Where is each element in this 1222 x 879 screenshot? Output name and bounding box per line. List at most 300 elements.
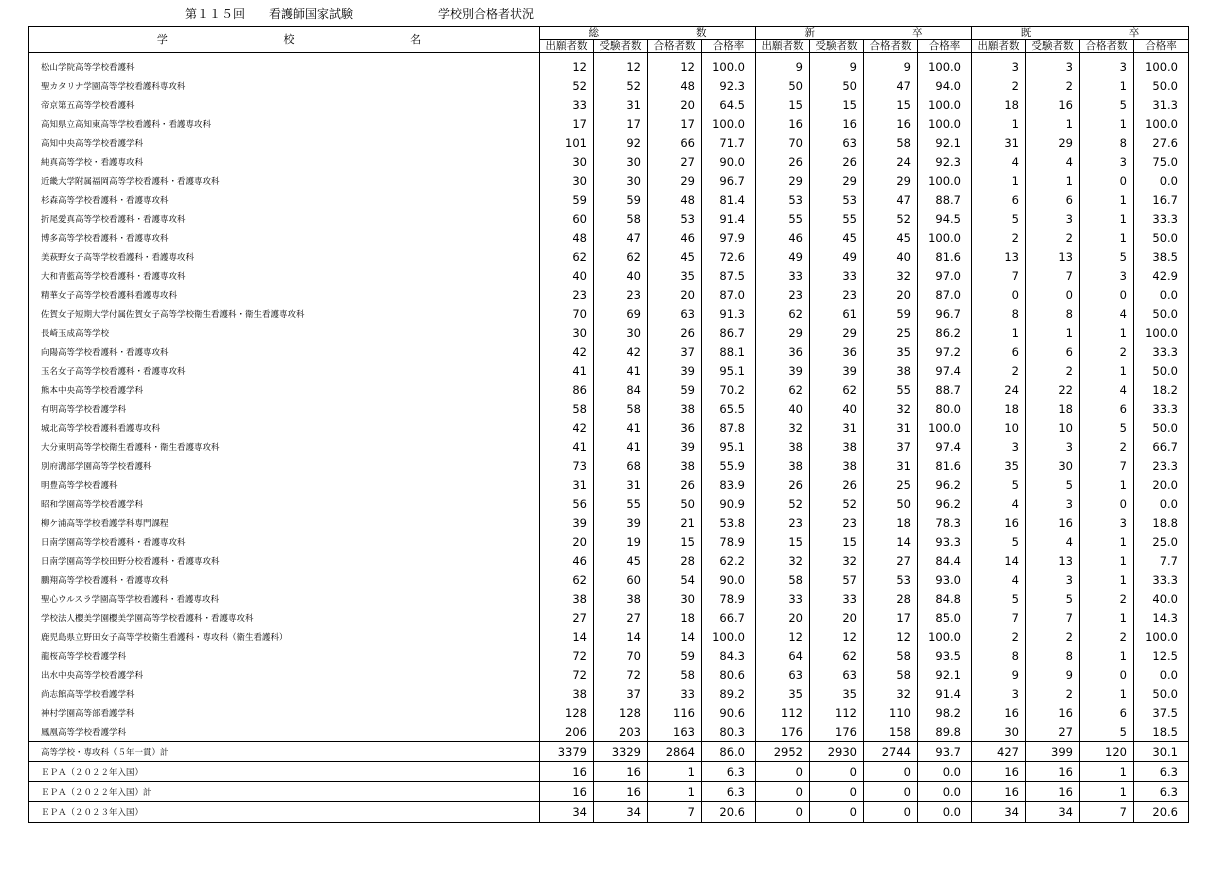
cell-applicants: 30: [540, 171, 594, 190]
cell-applicants: 30: [972, 722, 1026, 742]
cell-examinees: 39: [594, 513, 648, 532]
cell-pass-rate: 16.7: [1134, 190, 1189, 209]
cell-examinees: 399: [1026, 742, 1080, 762]
cell-pass-rate: 78.9: [702, 589, 756, 608]
col-examinees: 受験者数: [1026, 40, 1080, 53]
cell-examinees: 128: [594, 703, 648, 722]
cell-applicants: 16: [972, 782, 1026, 802]
school-header-char: 名: [410, 32, 422, 46]
school-name-cell: 佐賀女子短期大学付属佐賀女子高等学校衛生看護科・衛生看護専攻科: [29, 304, 540, 323]
cell-passers: 110: [864, 703, 918, 722]
table-row: [29, 665, 1189, 684]
cell-applicants: 72: [540, 665, 594, 684]
table-row: [29, 114, 1189, 133]
group-header-char: 総: [588, 27, 599, 39]
cell-passers: 17: [648, 114, 702, 133]
cell-applicants: 0: [756, 762, 810, 782]
cell-examinees: 84: [594, 380, 648, 399]
cell-examinees: 40: [810, 399, 864, 418]
cell-applicants: 6: [972, 342, 1026, 361]
cell-applicants: 50: [756, 76, 810, 95]
cell-pass-rate: 33.3: [1134, 399, 1189, 418]
cell-passers: 39: [648, 361, 702, 380]
cell-pass-rate: 0.0: [1134, 171, 1189, 190]
cell-passers: 2: [1080, 589, 1134, 608]
cell-pass-rate: 84.4: [918, 551, 972, 570]
cell-applicants: 64: [756, 646, 810, 665]
cell-passers: 1: [1080, 209, 1134, 228]
cell-pass-rate: 78.3: [918, 513, 972, 532]
cell-pass-rate: 87.8: [702, 418, 756, 437]
school-name-cell: 城北高等学校看護科看護専攻科: [29, 418, 540, 437]
cell-examinees: 32: [810, 551, 864, 570]
cell-pass-rate: 81.6: [918, 247, 972, 266]
cell-applicants: 23: [756, 285, 810, 304]
col-passers: 合格者数: [864, 40, 918, 53]
school-name-cell: 博多高等学校看護科・看護専攻科: [29, 228, 540, 247]
cell-pass-rate: 98.2: [918, 703, 972, 722]
cell-pass-rate: 97.4: [918, 361, 972, 380]
table-row: [29, 475, 1189, 494]
table-row: [29, 342, 1189, 361]
school-name-cell: ＥＰＡ（２０２２年入国）: [29, 762, 540, 782]
cell-examinees: 53: [810, 190, 864, 209]
school-name-cell: 別府溝部学園高等学校看護科: [29, 456, 540, 475]
cell-pass-rate: 84.3: [702, 646, 756, 665]
school-name-cell: 鹿児島県立野田女子高等学校衛生看護科・専攻科（衛生看護科）: [29, 627, 540, 646]
cell-pass-rate: 50.0: [1134, 228, 1189, 247]
cell-examinees: 72: [594, 665, 648, 684]
table-row: [29, 684, 1189, 703]
cell-applicants: 48: [540, 228, 594, 247]
group-header-total: [540, 27, 756, 40]
cell-examinees: 26: [810, 152, 864, 171]
cell-pass-rate: 91.4: [702, 209, 756, 228]
cell-applicants: 16: [972, 703, 1026, 722]
cell-passers: 35: [648, 266, 702, 285]
cell-passers: 37: [648, 342, 702, 361]
cell-applicants: 1: [972, 323, 1026, 342]
cell-applicants: 40: [756, 399, 810, 418]
cell-pass-rate: 85.0: [918, 608, 972, 627]
cell-pass-rate: 100.0: [918, 53, 972, 77]
cell-passers: 54: [648, 570, 702, 589]
table-row: [29, 171, 1189, 190]
cell-applicants: 16: [540, 782, 594, 802]
col-pass-rate: 合格率: [1134, 40, 1189, 53]
cell-applicants: 39: [756, 361, 810, 380]
cell-examinees: 2: [1026, 76, 1080, 95]
cell-passers: 1: [1080, 361, 1134, 380]
cell-pass-rate: 18.5: [1134, 722, 1189, 742]
cell-passers: 2: [1080, 342, 1134, 361]
cell-passers: 59: [648, 380, 702, 399]
cell-examinees: 57: [810, 570, 864, 589]
cell-applicants: 3379: [540, 742, 594, 762]
cell-pass-rate: 64.5: [702, 95, 756, 114]
cell-passers: 16: [864, 114, 918, 133]
cell-passers: 1: [1080, 76, 1134, 95]
cell-examinees: 22: [1026, 380, 1080, 399]
cell-applicants: 30: [540, 152, 594, 171]
cell-examinees: 40: [594, 266, 648, 285]
cell-pass-rate: 100.0: [1134, 323, 1189, 342]
school-name-cell: 高知県立高知東高等学校看護科・看護専攻科: [29, 114, 540, 133]
cell-applicants: 42: [540, 418, 594, 437]
cell-applicants: 38: [540, 589, 594, 608]
cell-passers: 120: [1080, 742, 1134, 762]
cell-pass-rate: 0.0: [1134, 494, 1189, 513]
cell-passers: 47: [864, 190, 918, 209]
cell-passers: 20: [648, 95, 702, 114]
cell-passers: 50: [648, 494, 702, 513]
cell-passers: 6: [1080, 703, 1134, 722]
cell-applicants: 12: [540, 53, 594, 77]
table-row: [29, 513, 1189, 532]
cell-pass-rate: 83.9: [702, 475, 756, 494]
cell-pass-rate: 89.2: [702, 684, 756, 703]
cell-examinees: 16: [1026, 513, 1080, 532]
cell-passers: 38: [648, 456, 702, 475]
cell-applicants: 62: [540, 247, 594, 266]
cell-applicants: 62: [756, 304, 810, 323]
cell-passers: 5: [1080, 95, 1134, 114]
table-row: [29, 53, 1189, 77]
cell-examinees: 41: [594, 361, 648, 380]
col-applicants: 出願者数: [540, 40, 594, 53]
cell-passers: 4: [1080, 304, 1134, 323]
cell-pass-rate: 80.6: [702, 665, 756, 684]
cell-applicants: 206: [540, 722, 594, 742]
cell-applicants: 26: [756, 152, 810, 171]
cell-examinees: 62: [810, 380, 864, 399]
table-row: [29, 323, 1189, 342]
cell-applicants: 29: [756, 171, 810, 190]
cell-applicants: 3: [972, 684, 1026, 703]
cell-applicants: 70: [540, 304, 594, 323]
cell-examinees: 112: [810, 703, 864, 722]
cell-passers: 29: [648, 171, 702, 190]
cell-pass-rate: 86.7: [702, 323, 756, 342]
cell-applicants: 16: [540, 762, 594, 782]
cell-pass-rate: 87.0: [702, 285, 756, 304]
cell-passers: 0: [1080, 665, 1134, 684]
table-row: [29, 209, 1189, 228]
cell-passers: 25: [864, 323, 918, 342]
cell-examinees: 16: [1026, 762, 1080, 782]
cell-applicants: 41: [540, 437, 594, 456]
cell-examinees: 55: [594, 494, 648, 513]
table-row: [29, 722, 1189, 742]
cell-applicants: 9: [972, 665, 1026, 684]
cell-pass-rate: 100.0: [1134, 627, 1189, 646]
cell-pass-rate: 0.0: [918, 802, 972, 823]
cell-pass-rate: 18.2: [1134, 380, 1189, 399]
school-name-cell: 神村学園高等部看護学科: [29, 703, 540, 722]
school-name-cell: 向陽高等学校看護科・看護専攻科: [29, 342, 540, 361]
cell-passers: 48: [648, 76, 702, 95]
cell-examinees: 4: [1026, 152, 1080, 171]
cell-passers: 7: [648, 802, 702, 823]
cell-pass-rate: 80.3: [702, 722, 756, 742]
group-header-char: 既: [1020, 27, 1032, 39]
cell-passers: 1: [1080, 114, 1134, 133]
cell-pass-rate: 87.0: [918, 285, 972, 304]
cell-passers: 59: [648, 646, 702, 665]
cell-examinees: 2930: [810, 742, 864, 762]
cell-passers: 27: [648, 152, 702, 171]
cell-pass-rate: 38.5: [1134, 247, 1189, 266]
cell-passers: 1: [1080, 551, 1134, 570]
cell-applicants: 6: [972, 190, 1026, 209]
cell-examinees: 29: [810, 171, 864, 190]
cell-applicants: 12: [756, 627, 810, 646]
cell-applicants: 13: [972, 247, 1026, 266]
cell-applicants: 35: [756, 684, 810, 703]
cell-examinees: 12: [594, 53, 648, 77]
cell-pass-rate: 86.2: [918, 323, 972, 342]
cell-examinees: 13: [1026, 247, 1080, 266]
cell-passers: 47: [864, 76, 918, 95]
school-name-cell: 日南学園高等学校田野分校看護科・看護専攻科: [29, 551, 540, 570]
cell-examinees: 0: [810, 782, 864, 802]
cell-pass-rate: 80.0: [918, 399, 972, 418]
cell-pass-rate: 100.0: [918, 114, 972, 133]
table-row: [29, 228, 1189, 247]
cell-examinees: 58: [594, 209, 648, 228]
cell-applicants: 32: [756, 418, 810, 437]
cell-applicants: 33: [756, 266, 810, 285]
cell-examinees: 26: [810, 475, 864, 494]
cell-examinees: 38: [810, 437, 864, 456]
cell-pass-rate: 27.6: [1134, 133, 1189, 152]
cell-passers: 58: [864, 665, 918, 684]
cell-applicants: 15: [756, 532, 810, 551]
cell-applicants: 4: [972, 570, 1026, 589]
cell-passers: 8: [1080, 133, 1134, 152]
school-name-cell: 帝京第五高等学校看護科: [29, 95, 540, 114]
cell-passers: 1: [1080, 532, 1134, 551]
school-name-cell: 精華女子高等学校看護科看護専攻科: [29, 285, 540, 304]
school-name-cell: 聖心ウルスラ学園高等学校看護科・看護専攻科: [29, 589, 540, 608]
cell-pass-rate: 50.0: [1134, 76, 1189, 95]
school-name-cell: 玉名女子高等学校看護科・看護専攻科: [29, 361, 540, 380]
cell-examinees: 23: [810, 513, 864, 532]
cell-applicants: 1: [972, 114, 1026, 133]
group-header-char: 数: [696, 27, 707, 39]
cell-examinees: 13: [1026, 551, 1080, 570]
cell-pass-rate: 31.3: [1134, 95, 1189, 114]
cell-examinees: 5: [1026, 475, 1080, 494]
cell-pass-rate: 50.0: [1134, 418, 1189, 437]
exam-title: 第１１５回 看護師国家試験: [185, 7, 354, 21]
cell-examinees: 33: [810, 589, 864, 608]
cell-examinees: 12: [810, 627, 864, 646]
cell-pass-rate: 81.6: [918, 456, 972, 475]
cell-pass-rate: 100.0: [702, 114, 756, 133]
cell-passers: 48: [648, 190, 702, 209]
cell-examinees: 68: [594, 456, 648, 475]
cell-examinees: 3: [1026, 209, 1080, 228]
cell-examinees: 33: [810, 266, 864, 285]
cell-examinees: 61: [810, 304, 864, 323]
cell-passers: 14: [648, 627, 702, 646]
school-name-cell: 鳳凰高等学校看護学科: [29, 722, 540, 742]
table-row: [29, 399, 1189, 418]
cell-examinees: 0: [810, 762, 864, 782]
cell-passers: 45: [648, 247, 702, 266]
cell-pass-rate: 87.5: [702, 266, 756, 285]
table-row: [29, 418, 1189, 437]
cell-examinees: 203: [594, 722, 648, 742]
cell-applicants: 24: [972, 380, 1026, 399]
cell-passers: 7: [1080, 802, 1134, 823]
cell-passers: 3: [1080, 152, 1134, 171]
cell-pass-rate: 89.8: [918, 722, 972, 742]
school-name-cell: 龍桜高等学校看護学科: [29, 646, 540, 665]
school-name-cell: 尚志館高等学校看護学科: [29, 684, 540, 703]
cell-applicants: 34: [540, 802, 594, 823]
cell-examinees: 30: [1026, 456, 1080, 475]
cell-pass-rate: 0.0: [918, 762, 972, 782]
cell-passers: 30: [648, 589, 702, 608]
cell-pass-rate: 33.3: [1134, 570, 1189, 589]
cell-applicants: 23: [756, 513, 810, 532]
cell-examinees: 45: [810, 228, 864, 247]
cell-pass-rate: 65.5: [702, 399, 756, 418]
cell-applicants: 0: [756, 782, 810, 802]
table-row: [29, 551, 1189, 570]
cell-passers: 38: [864, 361, 918, 380]
cell-applicants: 55: [756, 209, 810, 228]
school-name-cell: 日南学園高等学校看護科・看護専攻科: [29, 532, 540, 551]
cell-applicants: 46: [540, 551, 594, 570]
cell-passers: 66: [648, 133, 702, 152]
cell-passers: 9: [864, 53, 918, 77]
cell-examinees: 3: [1026, 570, 1080, 589]
cell-pass-rate: 0.0: [1134, 665, 1189, 684]
cell-examinees: 2: [1026, 684, 1080, 703]
cell-examinees: 3329: [594, 742, 648, 762]
cell-pass-rate: 96.2: [918, 475, 972, 494]
table-row: [29, 437, 1189, 456]
cell-applicants: 427: [972, 742, 1026, 762]
cell-pass-rate: 100.0: [918, 418, 972, 437]
school-name-cell: 聖カタリナ学園高等学校看護科専攻科: [29, 76, 540, 95]
cell-pass-rate: 42.9: [1134, 266, 1189, 285]
col-examinees: 受験者数: [810, 40, 864, 53]
school-name-cell: 美萩野女子高等学校看護科・看護専攻科: [29, 247, 540, 266]
cell-applicants: 20: [540, 532, 594, 551]
cell-passers: 20: [864, 285, 918, 304]
cell-pass-rate: 18.8: [1134, 513, 1189, 532]
cell-applicants: 62: [756, 380, 810, 399]
school-name-cell: 松山学院高等学校看護科: [29, 53, 540, 77]
cell-passers: 1: [1080, 190, 1134, 209]
cell-passers: 52: [864, 209, 918, 228]
table-row: [29, 570, 1189, 589]
school-name-cell: 高知中央高等学校看護学科: [29, 133, 540, 152]
cell-examinees: 15: [810, 95, 864, 114]
cell-pass-rate: 88.7: [918, 190, 972, 209]
cell-applicants: 30: [540, 323, 594, 342]
cell-pass-rate: 97.0: [918, 266, 972, 285]
cell-applicants: 86: [540, 380, 594, 399]
cell-passers: 6: [1080, 399, 1134, 418]
cell-applicants: 31: [540, 475, 594, 494]
cell-pass-rate: 96.7: [918, 304, 972, 323]
cell-passers: 1: [1080, 323, 1134, 342]
cell-examinees: 16: [594, 782, 648, 802]
cell-passers: 29: [864, 171, 918, 190]
group-header-char: 新: [804, 27, 815, 39]
cell-passers: 5: [1080, 418, 1134, 437]
cell-passers: 0: [1080, 285, 1134, 304]
col-applicants: 出願者数: [756, 40, 810, 53]
cell-examinees: 1: [1026, 114, 1080, 133]
cell-applicants: 16: [972, 762, 1026, 782]
cell-examinees: 16: [594, 762, 648, 782]
cell-pass-rate: 72.6: [702, 247, 756, 266]
cell-examinees: 2: [1026, 627, 1080, 646]
cell-examinees: 42: [594, 342, 648, 361]
cell-pass-rate: 90.6: [702, 703, 756, 722]
cell-applicants: 40: [540, 266, 594, 285]
cell-examinees: 41: [594, 437, 648, 456]
cell-examinees: 38: [594, 589, 648, 608]
cell-examinees: 9: [810, 53, 864, 77]
cell-applicants: 46: [756, 228, 810, 247]
cell-pass-rate: 100.0: [918, 95, 972, 114]
cell-applicants: 38: [540, 684, 594, 703]
table-row: [29, 494, 1189, 513]
cell-pass-rate: 6.3: [702, 782, 756, 802]
cell-passers: 1: [1080, 475, 1134, 494]
cell-applicants: 3: [972, 53, 1026, 77]
cell-examinees: 47: [594, 228, 648, 247]
cell-passers: 26: [648, 475, 702, 494]
cell-pass-rate: 88.1: [702, 342, 756, 361]
cell-passers: 1: [1080, 782, 1134, 802]
cell-passers: 35: [864, 342, 918, 361]
table-body: [29, 53, 1189, 823]
cell-passers: 3: [1080, 53, 1134, 77]
cell-pass-rate: 75.0: [1134, 152, 1189, 171]
cell-passers: 2864: [648, 742, 702, 762]
school-header-char: 学: [156, 32, 168, 46]
cell-examinees: 60: [594, 570, 648, 589]
cell-examinees: 34: [594, 802, 648, 823]
cell-examinees: 9: [1026, 665, 1080, 684]
cell-pass-rate: 25.0: [1134, 532, 1189, 551]
cell-pass-rate: 55.9: [702, 456, 756, 475]
cell-examinees: 4: [1026, 532, 1080, 551]
cell-applicants: 5: [972, 209, 1026, 228]
group-header-new: [756, 27, 972, 40]
cell-examinees: 19: [594, 532, 648, 551]
cell-examinees: 39: [810, 361, 864, 380]
cell-passers: 5: [1080, 247, 1134, 266]
cell-passers: 59: [864, 304, 918, 323]
cell-examinees: 29: [810, 323, 864, 342]
cell-pass-rate: 50.0: [1134, 361, 1189, 380]
cell-pass-rate: 97.4: [918, 437, 972, 456]
cell-examinees: 70: [594, 646, 648, 665]
cell-pass-rate: 92.1: [918, 133, 972, 152]
cell-passers: 63: [648, 304, 702, 323]
summary-row: [29, 802, 1189, 823]
cell-passers: 38: [648, 399, 702, 418]
